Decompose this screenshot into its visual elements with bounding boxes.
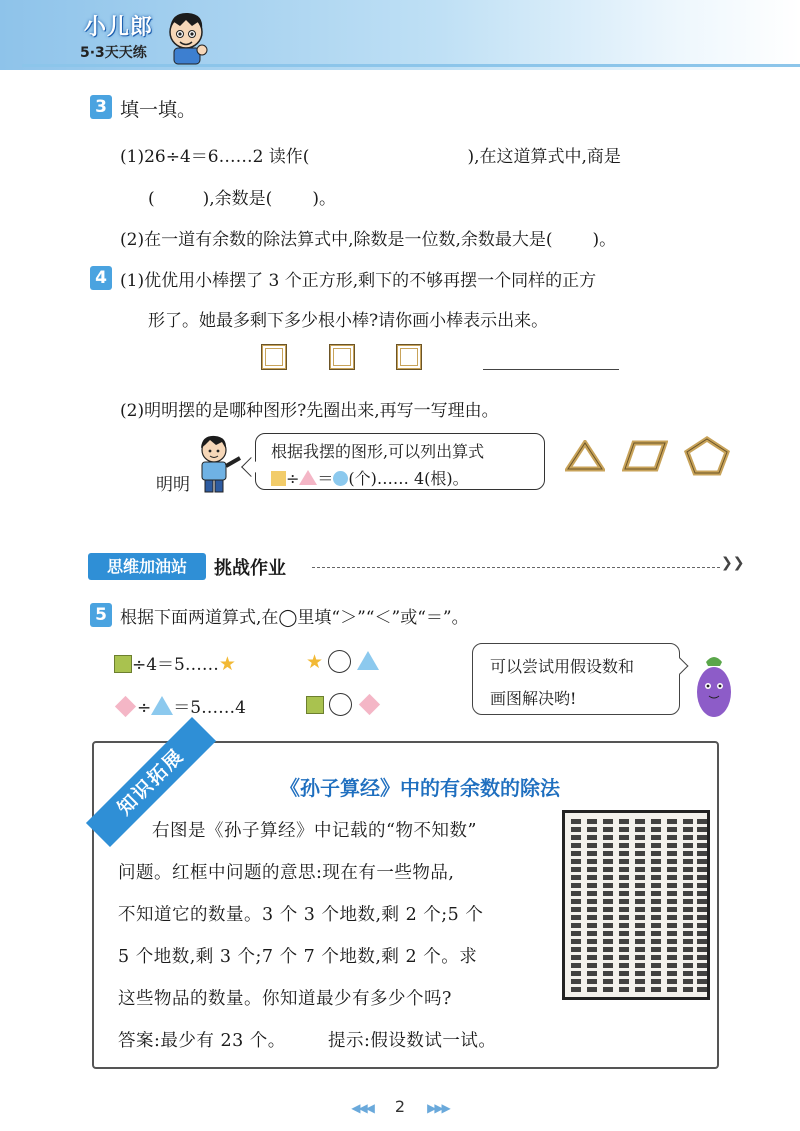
knowledge-para-1: 右图是《孙子算经》中记载的“物不知数” — [152, 821, 477, 841]
triple-arrow-left-icon: ◀◀◀ — [351, 1101, 373, 1115]
q5-compare-1 — [306, 650, 379, 673]
question-number-3: 3 — [90, 95, 112, 119]
text-column — [603, 819, 613, 995]
knowledge-para-5: 这些物品的数量。你知道最少有多少个吗? — [118, 989, 452, 1009]
eggplant-mascot-icon — [690, 650, 738, 720]
blue-triangle-icon — [357, 651, 379, 670]
brand-title: 小儿郎 — [84, 15, 154, 40]
double-chevron-right-icon: ❯❯ — [721, 555, 745, 571]
text-column — [635, 819, 645, 995]
section-title: 挑战作业 — [214, 558, 286, 579]
q4-line-2: 形了。她最多剩下多少根小棒?请你画小棒表示出来。 — [148, 311, 549, 331]
brand-series: 5·3天天练 — [80, 45, 147, 61]
hint-line-2: 画图解决哟! — [490, 689, 577, 708]
matchstick-triangle-option[interactable] — [565, 440, 605, 472]
q3-l1-part-a: (1)26÷4＝6……2 读作( — [120, 147, 310, 167]
blue-triangle-icon — [151, 696, 173, 715]
q5-equation-1 — [114, 650, 236, 675]
triangle-shape-icon — [299, 470, 317, 485]
bubble-line-2 — [271, 466, 469, 489]
text-column — [697, 819, 707, 995]
section-divider — [312, 567, 720, 568]
text-column — [571, 819, 581, 995]
q5-compare-2 — [306, 693, 381, 716]
knowledge-tip: 提示:假设数试一试。 — [328, 1031, 497, 1051]
compare-circle-2[interactable] — [329, 693, 352, 716]
compare-circle-1[interactable] — [328, 650, 351, 673]
knowledge-para-4: 5 个地数,剩 3 个;7 个 7 个地数,剩 2 个。求 — [118, 947, 478, 967]
q3-line-1 — [120, 142, 621, 167]
q3-l2-part-c: )。 — [312, 189, 336, 209]
knowledge-para-3: 不知道它的数量。3 个 3 个地数,剩 2 个;5 个 — [118, 905, 484, 925]
q4-line-1: (1)优优用小棒摆了 3 个正方形,剩下的不够再摆一个同样的正方 — [120, 271, 597, 291]
q3-l3-part-b: )。 — [592, 230, 617, 250]
star-icon: ★ — [218, 653, 236, 675]
q3-line-2 — [148, 184, 336, 209]
page-number: 2 — [394, 1097, 406, 1116]
text-column — [651, 819, 661, 995]
question-5-title: 根据下面两道算式,在◯里填“＞”“＜”或“＝”。 — [120, 608, 469, 628]
matchstick-square-icon — [397, 345, 421, 369]
matchstick-pentagon-option[interactable] — [684, 436, 730, 476]
green-square-icon — [114, 655, 132, 673]
boy-mascot-icon — [162, 8, 214, 66]
star-icon: ★ — [306, 651, 324, 673]
matchstick-square-icon — [262, 345, 286, 369]
bubble-remainder-text: (个)…… 4(根)。 — [348, 469, 469, 488]
question-number-4: 4 — [90, 266, 112, 290]
knowledge-ribbon: 知识拓展 — [86, 717, 216, 847]
mingming-boy-icon — [192, 432, 250, 494]
q5-equation-2 — [114, 693, 246, 718]
q3-l2-part-b: ),余数是( — [202, 189, 273, 209]
triple-arrow-right-icon: ▶▶▶ — [427, 1101, 449, 1115]
equals-sign: ＝ — [317, 469, 334, 488]
text-column — [619, 819, 629, 995]
circle-shape-icon — [333, 471, 348, 486]
bubble-line-1: 根据我摆的图形,可以列出算式 — [271, 442, 485, 461]
knowledge-para-2: 问题。红框中问题的意思:现在有一些物品, — [118, 863, 455, 883]
q3-l2-part-a: ( — [148, 189, 155, 209]
knowledge-answer: 答案:最少有 23 个。 — [118, 1031, 286, 1051]
text-column — [667, 819, 677, 995]
q3-line-3 — [120, 225, 616, 250]
q4-answer-line[interactable] — [483, 369, 619, 370]
text-column — [683, 819, 693, 995]
pink-diamond-icon — [359, 694, 380, 715]
question-number-5: 5 — [90, 603, 112, 627]
pink-diamond-icon — [115, 696, 136, 717]
ancient-book-scan-image — [562, 810, 710, 1000]
q5-eq1-text: ÷4＝5…… — [132, 655, 219, 675]
matchstick-square-icon — [330, 345, 354, 369]
q5-eq2-text: ＝5……4 — [173, 698, 246, 718]
q3-l1-part-b: ),在这道算式中,商是 — [467, 147, 621, 167]
square-shape-icon — [271, 471, 286, 486]
mingming-name: 明明 — [156, 475, 190, 495]
brand-logo — [76, 10, 172, 66]
hint-line-1: 可以尝试用假设数和 — [490, 657, 635, 676]
section-label: 思维加油站 — [88, 553, 206, 580]
q5-eq2-divide: ÷ — [137, 698, 152, 718]
page-footer — [0, 1097, 800, 1116]
q4-line-3: (2)明明摆的是哪种图形?先圈出来,再写一写理由。 — [120, 401, 499, 421]
text-column — [587, 819, 597, 995]
matchstick-parallelogram-option[interactable] — [622, 440, 668, 472]
q3-l3-part-a: (2)在一道有余数的除法算式中,除数是一位数,余数最大是( — [120, 230, 553, 250]
knowledge-title: 《孙子算经》中的有余数的除法 — [280, 776, 560, 800]
green-square-icon — [306, 696, 324, 714]
question-3-title: 填一填。 — [120, 99, 197, 121]
divide-sign: ÷ — [286, 469, 300, 488]
